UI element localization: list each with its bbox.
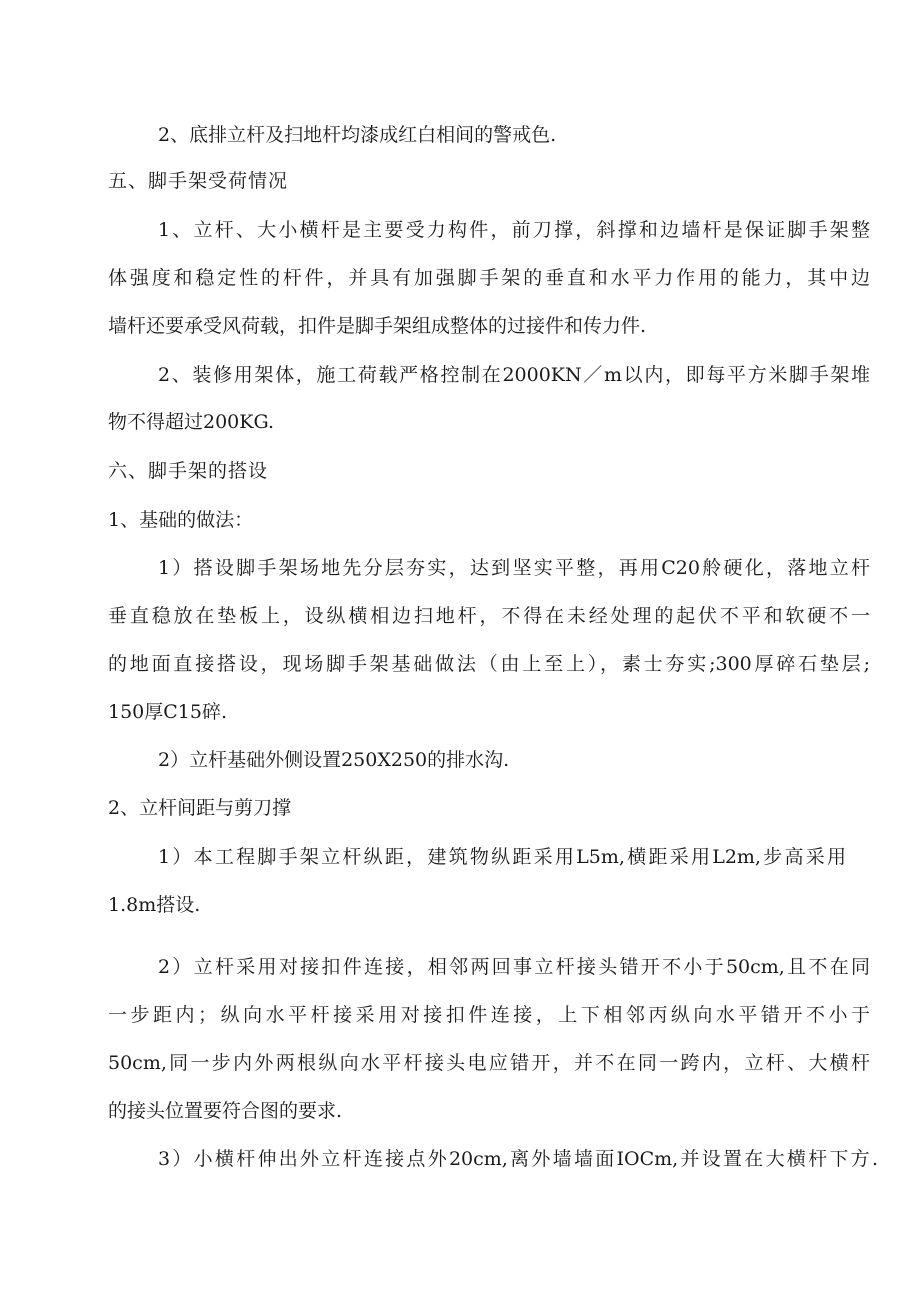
subsection-heading: 2、立杆间距与剪刀撑 <box>108 797 292 819</box>
paragraph-line: 150厚C15碎. <box>108 701 228 723</box>
paragraph-line: 的地面直接搭设，现场脚手架基础做法（由上至上），素士夯实;300厚碎石垫层; <box>108 653 870 675</box>
paragraph-line: 3）小横杆伸出外立杆连接点外20cm,离外墙墙面IOCm,并设置在大横杆下方. <box>158 1148 878 1170</box>
paragraph-line: 1.8m搭设. <box>108 894 201 916</box>
section-heading: 六、脚手架的搭设 <box>108 460 269 482</box>
paragraph-line: 2）立杆基础外侧设置250X250的排水沟. <box>158 749 510 771</box>
paragraph-line: 1）本工程脚手架立杆纵距，建筑物纵距采用L5m,横距采用L2m,步高采用 <box>158 846 846 868</box>
paragraph-line: 物不得超过200KG. <box>108 411 274 433</box>
paragraph-line: 一步距内；纵向水平杆接采用对接扣件连接，上下相邻丙纵向水平错开不小于 <box>108 1004 870 1026</box>
section-heading: 五、脚手架受荷情况 <box>108 170 289 192</box>
paragraph-line: 2、装修用架体，施工荷载严格控制在2000KN／m以内，即每平方米脚手架堆 <box>158 364 870 386</box>
paragraph-line: 墙杆还要承受风荷载，扣件是脚手架组成整体的过接件和传力件. <box>108 315 647 337</box>
paragraph-line: 50cm,同一步内外两根纵向水平杆接头电应错开，并不在同一跨内，立杆、大横杆 <box>108 1052 870 1074</box>
subsection-heading: 1、基础的做法： <box>108 509 254 531</box>
paragraph-line: 2、底排立杆及扫地杆均漆成红白相间的警戒色. <box>158 124 557 146</box>
paragraph-line: 2）立杆采用对接扣件连接，相邻两回事立杆接头错开不小于50cm,且不在同 <box>158 956 870 978</box>
paragraph-line: 的接头位置要符合图的要求. <box>108 1100 343 1122</box>
paragraph-line: 垂直稳放在垫板上，设纵横相边扫地杆，不得在未经处理的起伏不平和软硬不一 <box>108 605 870 627</box>
paragraph-line: 1、立杆、大小横杆是主要受力构件，前刀撑，斜撑和边墙杆是保证脚手架整 <box>158 219 870 241</box>
paragraph-line: 体强度和稳定性的杆件，并具有加强脚手架的垂直和水平力作用的能力，其中边 <box>108 267 870 289</box>
paragraph-line: 1）搭设脚手架场地先分层夯实，达到坚实平整，再用C20舲硬化，落地立杆 <box>158 557 870 579</box>
